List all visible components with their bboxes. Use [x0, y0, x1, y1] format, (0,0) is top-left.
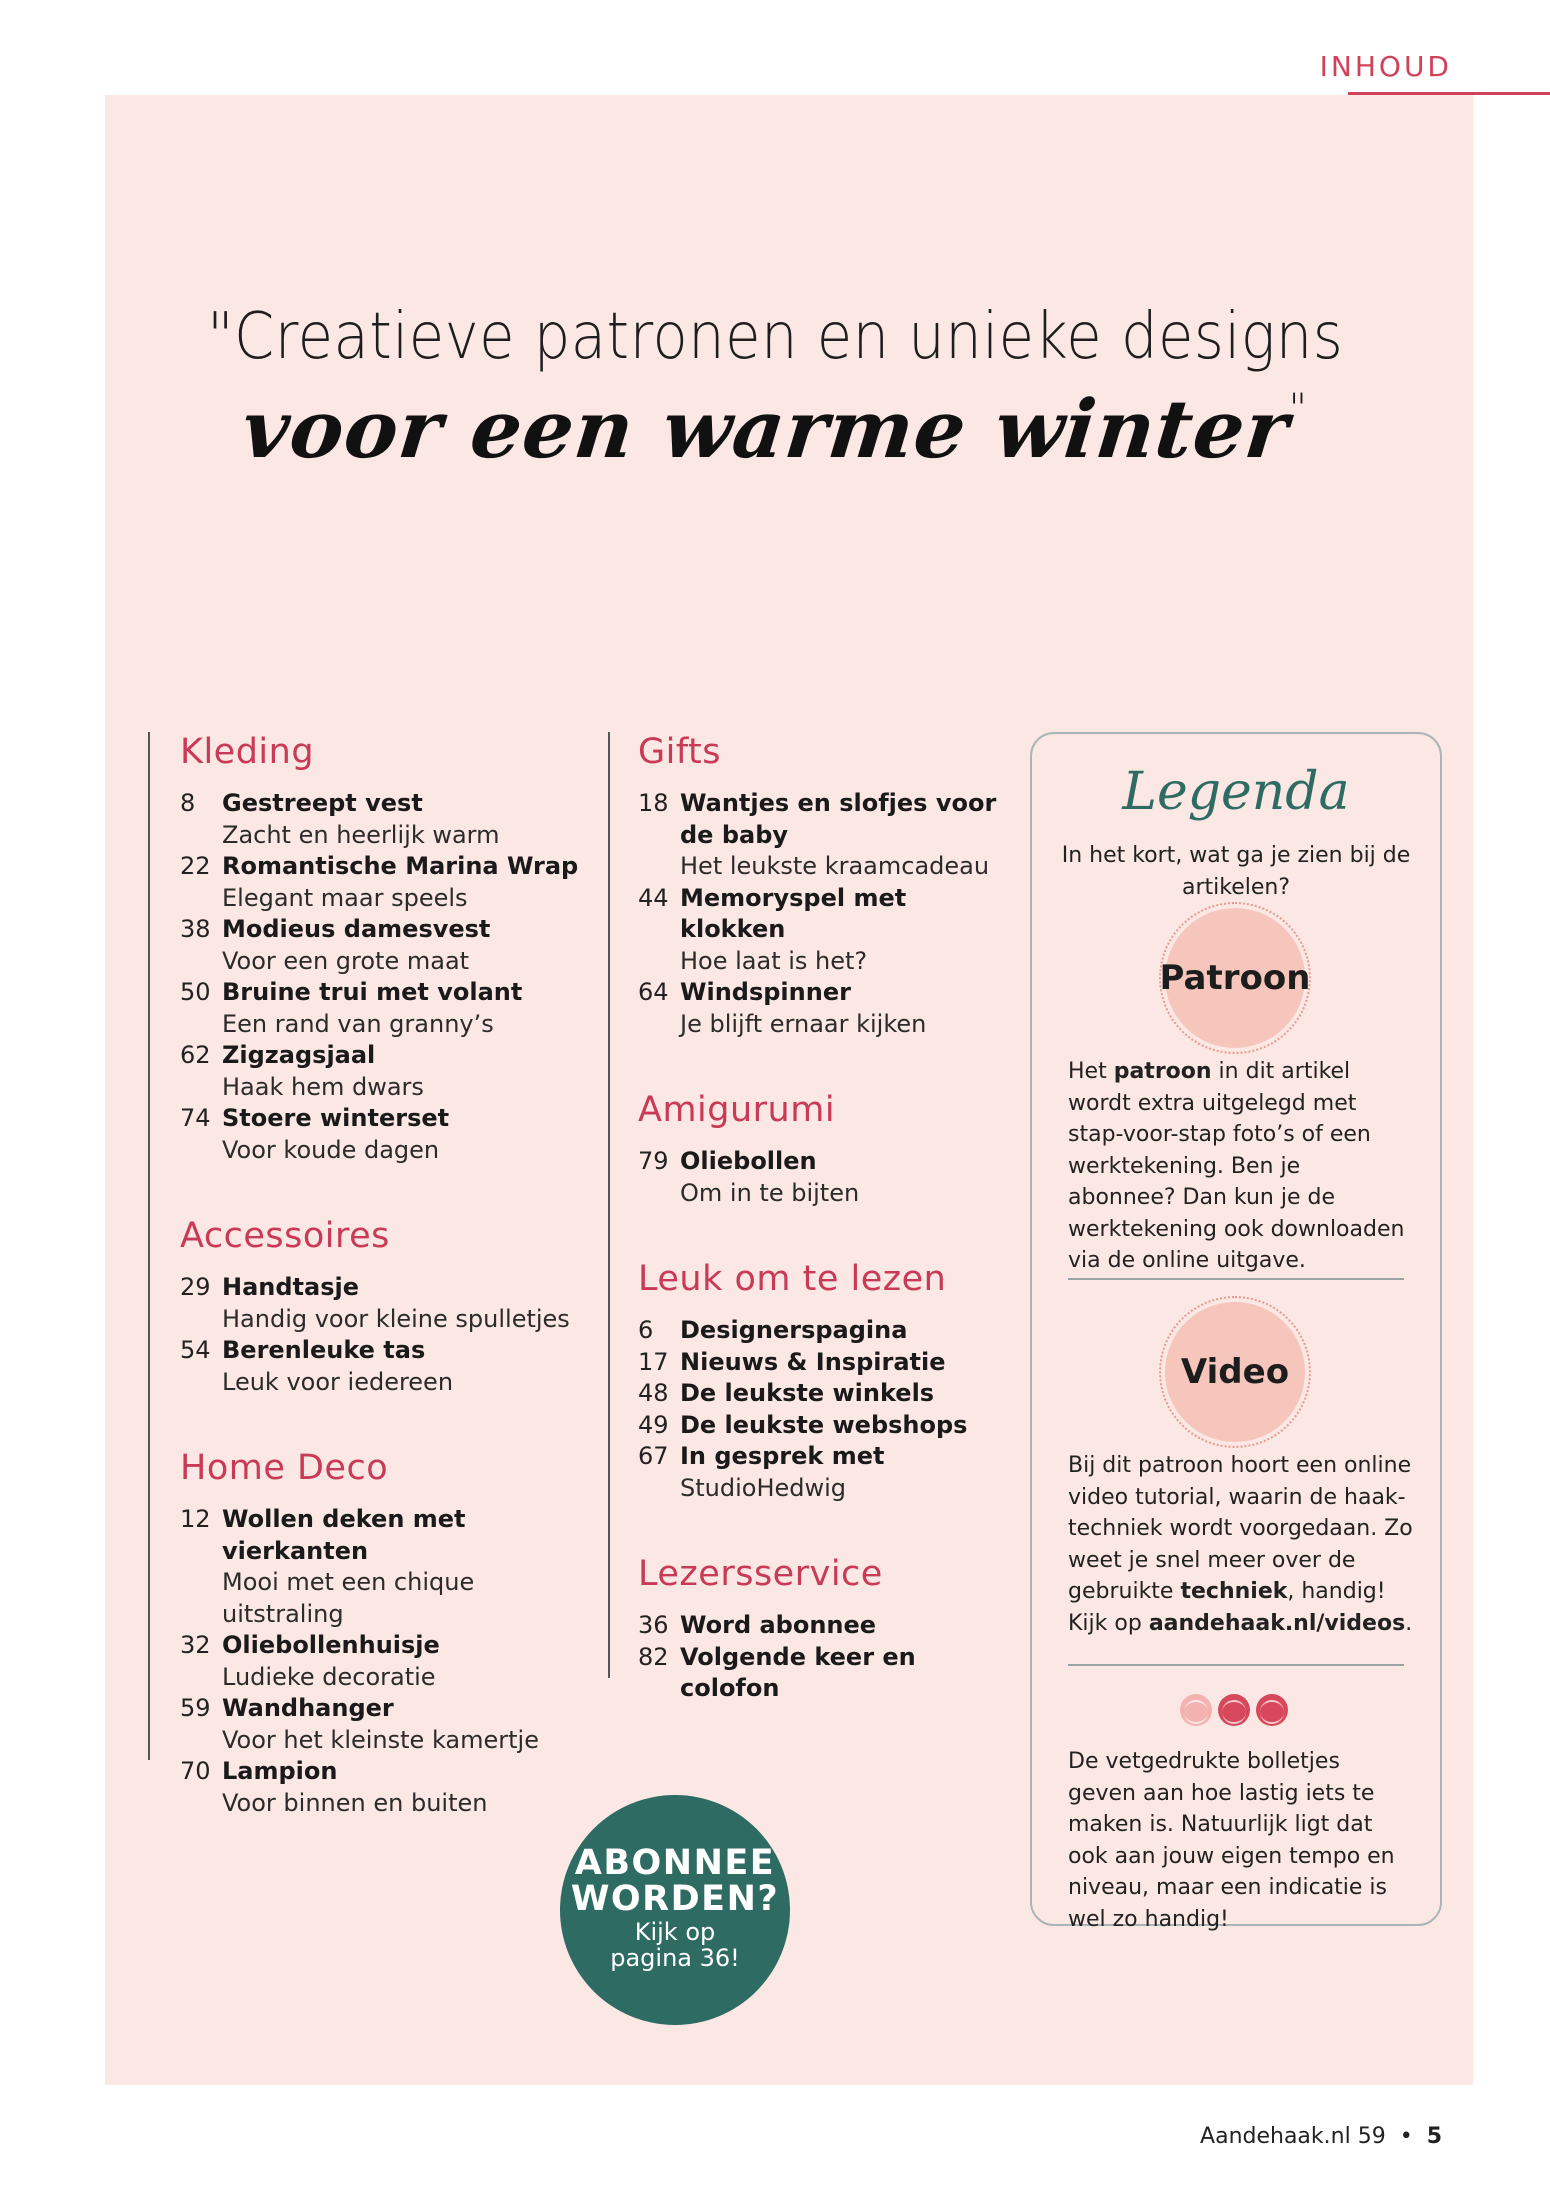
difficulty-description: De vetgedrukte bolletjes geven aan hoe lastig iets te maken is. Natuurlijk ligt dat ook aan jouw eigen tempo en niveau, maar een indicatie is wel zo handig!	[1068, 1749, 1395, 1932]
toc-title: Lampion	[222, 1757, 338, 1785]
toc-subtitle: Mooi met een chique uitstraling	[222, 1568, 475, 1628]
category-heading: Gifts	[638, 732, 722, 772]
toc-page-number: 54	[180, 1336, 211, 1364]
toc-title: De leukste webshops	[680, 1410, 968, 1439]
toc-entry[interactable]	[180, 1040, 600, 1103]
toc-entry[interactable]	[638, 1146, 1018, 1209]
toc-subtitle: Handig voor kleine spulletjes	[222, 1304, 570, 1333]
toc-title: Berenleuke tas	[222, 1336, 426, 1364]
yarn-ball-icon	[1218, 1694, 1250, 1726]
toc-subtitle: Voor het kleinste kamertje	[222, 1725, 539, 1754]
toc-title: Designerspagina	[680, 1316, 908, 1344]
toc-page-number: 36	[638, 1611, 669, 1639]
toc-page-number: 44	[638, 883, 669, 912]
toc-title: In gesprek met	[680, 1442, 885, 1470]
toc-title: Oliebollenhuisje	[222, 1631, 440, 1659]
toc-page-number: 48	[638, 1379, 669, 1407]
toc-entry[interactable]	[638, 883, 1018, 978]
footer-page-number: 5	[1426, 2124, 1442, 2149]
toc-subtitle: Leuk voor iedereen	[222, 1367, 454, 1396]
toc-page-number: 12	[180, 1505, 211, 1533]
category-group	[180, 1216, 600, 1398]
patroon-badge	[1159, 908, 1311, 1048]
toc-subtitle: StudioHedwig	[680, 1473, 847, 1502]
legend-divider	[1068, 1664, 1404, 1666]
category-group	[638, 1259, 1018, 1504]
headline-line-1	[207, 300, 1343, 374]
category-heading: Leuk om te lezen	[638, 1259, 947, 1299]
category-heading: Kleding	[180, 732, 315, 772]
quote-open: "	[206, 300, 234, 374]
category-heading: Lezersservice	[638, 1554, 883, 1594]
toc-entry[interactable]	[638, 1441, 1018, 1504]
toc-entry[interactable]	[180, 1272, 600, 1335]
toc-title: De leukste winkels	[680, 1379, 935, 1407]
toc-entry[interactable]	[638, 1642, 1018, 1705]
toc-entry[interactable]	[180, 914, 600, 977]
toc-page-number: 50	[180, 978, 211, 1006]
left-column	[180, 732, 600, 1869]
category-heading: Amigurumi	[638, 1090, 836, 1130]
toc-page-number: 38	[180, 915, 211, 943]
toc-title: Bruine trui met volant	[222, 978, 523, 1006]
toc-entry[interactable]	[638, 1315, 1018, 1347]
toc-entry[interactable]	[638, 1347, 1018, 1379]
section-tag: INHOUD	[1319, 50, 1452, 83]
toc-title: Modieus damesvest	[222, 915, 491, 943]
toc-subtitle: Zacht en heerlijk warm	[222, 820, 500, 849]
headline-text-1: Creatieve patronen en unieke designs	[233, 300, 1344, 374]
page-footer	[1200, 2124, 1442, 2149]
toc-subtitle: Ludieke decoratie	[222, 1662, 436, 1691]
subscribe-badge[interactable]	[560, 1795, 790, 2025]
toc-title: Windspinner	[680, 978, 851, 1006]
legend-title: Legenda	[1122, 762, 1350, 822]
toc-page-number: 18	[638, 789, 669, 817]
toc-subtitle: Voor koude dagen	[222, 1135, 440, 1164]
toc-page-number: 70	[180, 1757, 211, 1785]
toc-entry[interactable]	[638, 1410, 1018, 1442]
toc-entry[interactable]	[638, 1378, 1018, 1410]
toc-title: Word abonnee	[680, 1611, 877, 1639]
toc-title: Wantjes en slofjes voor de baby	[680, 789, 997, 849]
toc-title: Stoere winterset	[222, 1104, 450, 1132]
middle-column-rule	[608, 732, 610, 1678]
toc-page-number: 22	[180, 852, 211, 880]
category-group	[180, 1448, 600, 1819]
video-badge	[1165, 1302, 1305, 1442]
quote-close: "	[1288, 386, 1308, 432]
toc-subtitle: Voor binnen en buiten	[222, 1788, 488, 1817]
toc-entry[interactable]	[638, 1610, 1018, 1642]
video-description: Bij dit patroon hoort een online video tutorial, waarin de haak-techniek wordt voorgedaan. Zo weet je snel meer over de gebruikte techniek, handig! Kijk op aandehaak.nl/videos.	[1068, 1453, 1413, 1636]
toc-page-number: 49	[638, 1410, 669, 1439]
toc-subtitle: Je blijft ernaar kijken	[680, 1009, 927, 1038]
toc-title: Gestreept vest	[222, 789, 423, 817]
toc-entry[interactable]	[180, 788, 600, 851]
yarn-ball-icon	[1180, 1694, 1212, 1726]
toc-entry[interactable]	[180, 1335, 600, 1398]
video-badge-label: Video	[1180, 1352, 1290, 1392]
toc-subtitle: Een rand van granny’s	[222, 1009, 494, 1038]
toc-entry[interactable]	[638, 788, 1018, 883]
toc-page-number: 29	[180, 1273, 211, 1301]
toc-title: Volgende keer en colofon	[680, 1642, 916, 1702]
toc-entry[interactable]	[180, 1693, 600, 1756]
toc-subtitle: Haak hem dwars	[222, 1072, 424, 1101]
subscribe-heading: ABONNEE WORDEN?	[570, 1843, 780, 1919]
toc-title: Nieuws & Inspiratie	[680, 1347, 946, 1376]
toc-page-number: 8	[180, 789, 196, 817]
headline-line-2: voor een warme winter	[238, 382, 1294, 476]
middle-column	[638, 732, 1018, 1755]
subscribe-subtext: Kijk op pagina 36!	[610, 1918, 740, 1972]
toc-subtitle: Hoe laat is het?	[680, 946, 868, 975]
footer-separator: •	[1399, 2124, 1413, 2149]
legend-box	[1030, 732, 1442, 1932]
toc-subtitle: Het leukste kraamcadeau	[680, 852, 990, 880]
toc-entry[interactable]	[180, 851, 600, 914]
toc-title: Memoryspel met klokken	[680, 883, 907, 943]
category-group	[180, 732, 600, 1166]
toc-page-number: 79	[638, 1147, 669, 1175]
patroon-description: Het patroon in dit artikel wordt extra uitgelegd met stap-voor-stap foto’s of een werktekening. Ben je abonnee? Dan kun je de werktekening ook downloaden via de online uitgave.	[1068, 1059, 1405, 1273]
toc-page-number: 82	[638, 1642, 669, 1671]
toc-title: Wandhanger	[222, 1694, 394, 1722]
toc-entry[interactable]	[638, 977, 1018, 1040]
toc-title: Wollen deken met vierkanten	[222, 1505, 466, 1565]
patroon-badge-label: Patroon	[1159, 958, 1311, 998]
toc-page-number: 64	[638, 978, 669, 1006]
yarn-ball-icon	[1256, 1694, 1288, 1726]
toc-subtitle: Voor een grote maat	[222, 946, 470, 975]
category-group	[638, 732, 1018, 1040]
headline	[0, 300, 1550, 476]
toc-entry[interactable]	[180, 977, 600, 1040]
toc-title: Oliebollen	[680, 1147, 817, 1175]
difficulty-dots	[1180, 1694, 1288, 1726]
legend-divider	[1068, 1278, 1404, 1280]
toc-page-number: 6	[638, 1316, 654, 1344]
toc-page-number: 67	[638, 1442, 669, 1470]
toc-entry[interactable]	[180, 1630, 600, 1693]
toc-subtitle: Om in te bijten	[680, 1178, 860, 1207]
toc-page-number: 32	[180, 1631, 211, 1659]
category-heading: Accessoires	[180, 1216, 390, 1256]
toc-subtitle: Elegant maar speels	[222, 883, 468, 912]
toc-entry[interactable]	[180, 1504, 600, 1630]
toc-entry[interactable]	[180, 1756, 600, 1819]
toc-page-number: 62	[180, 1041, 211, 1069]
toc-page-number: 59	[180, 1694, 211, 1722]
category-group	[638, 1090, 1018, 1209]
toc-entry[interactable]	[180, 1103, 600, 1166]
left-column-rule	[148, 732, 150, 1760]
footer-magazine: Aandehaak.nl 59	[1200, 2124, 1386, 2149]
toc-page-number: 74	[180, 1104, 211, 1132]
legend-intro: In het kort, wat ga je zien bij de artikelen?	[1061, 843, 1411, 900]
category-heading: Home Deco	[180, 1448, 389, 1488]
toc-page-number: 17	[638, 1347, 669, 1376]
toc-title: Handtasje	[222, 1273, 360, 1301]
toc-title: Zigzagsjaal	[222, 1041, 376, 1069]
category-group	[638, 1554, 1018, 1705]
toc-title: Romantische Marina Wrap	[222, 852, 579, 880]
